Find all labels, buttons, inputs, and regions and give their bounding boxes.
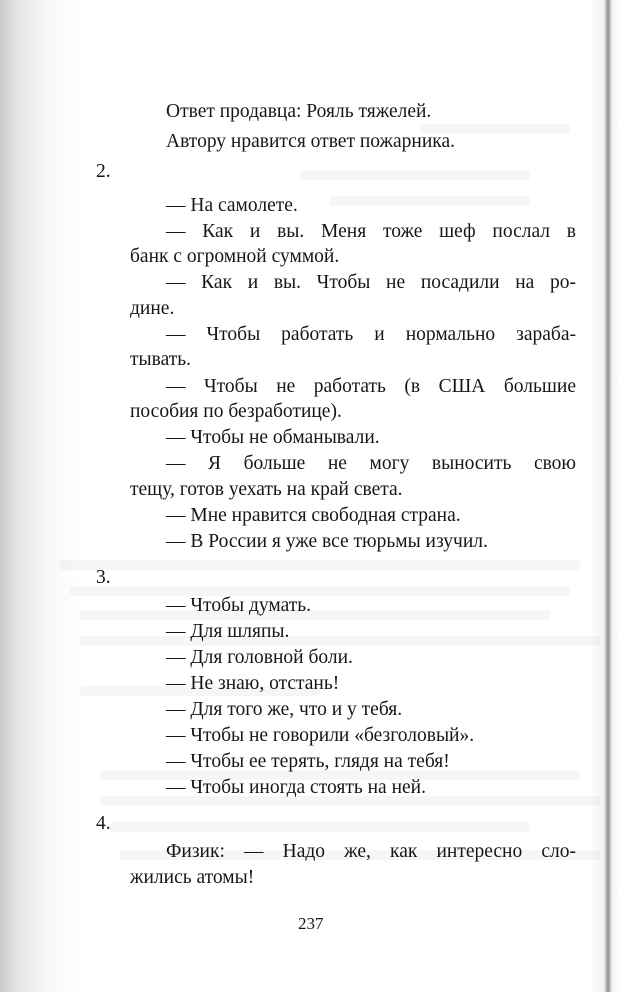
text-line: — Чтобы не говорили «безголовый». bbox=[166, 725, 475, 746]
section-number: 4. bbox=[96, 813, 111, 834]
text-line: тещу, готов уехать на край света. bbox=[130, 479, 403, 500]
text-line: — Как и вы. Чтобы не посадили на ро- bbox=[166, 272, 576, 293]
text-line: — Для головной боли. bbox=[166, 647, 353, 668]
text-line: — Не знаю, отстань! bbox=[166, 673, 340, 694]
page-number: 237 bbox=[298, 914, 324, 933]
text-line: — Чтобы ее терять, глядя на тебя! bbox=[166, 751, 450, 772]
text-line: — Чтобы думать. bbox=[166, 595, 312, 616]
text-line: — Чтобы не работать (в США большие bbox=[166, 376, 576, 397]
section-number: 2. bbox=[96, 161, 111, 182]
text-line: — Чтобы не обманывали. bbox=[166, 427, 380, 448]
text-line: жились атомы! bbox=[130, 867, 255, 888]
text-line: банк с огромной суммой. bbox=[130, 246, 340, 267]
text-line: — Чтобы работать и нормально зараба- bbox=[166, 324, 576, 345]
text-line: тывать. bbox=[130, 349, 192, 370]
text-line: — Мне нравится свободная страна. bbox=[166, 505, 461, 526]
section-number: 3. bbox=[96, 567, 111, 588]
text-line: — В России я уже все тюрьмы изучил. bbox=[166, 531, 488, 552]
text-line: — Я больше не могу выносить свою bbox=[166, 453, 576, 474]
text-line: Ответ продавца: Рояль тяжелей. bbox=[166, 101, 432, 122]
text-line: дине. bbox=[130, 298, 175, 319]
text-line: — Чтобы иногда стоять на ней. bbox=[166, 777, 426, 798]
text-line: пособия по безработице). bbox=[130, 401, 342, 422]
text-line: — Для того же, что и у тебя. bbox=[166, 699, 403, 720]
text-line: Физик: — Надо же, как интересно сло- bbox=[166, 841, 576, 862]
text-line: — На самолете. bbox=[166, 195, 298, 216]
text-line: Автору нравится ответ пожарника. bbox=[166, 131, 455, 152]
text-line: — Как и вы. Меня тоже шеф послал в bbox=[166, 221, 576, 242]
text-line: — Для шляпы. bbox=[166, 621, 290, 642]
